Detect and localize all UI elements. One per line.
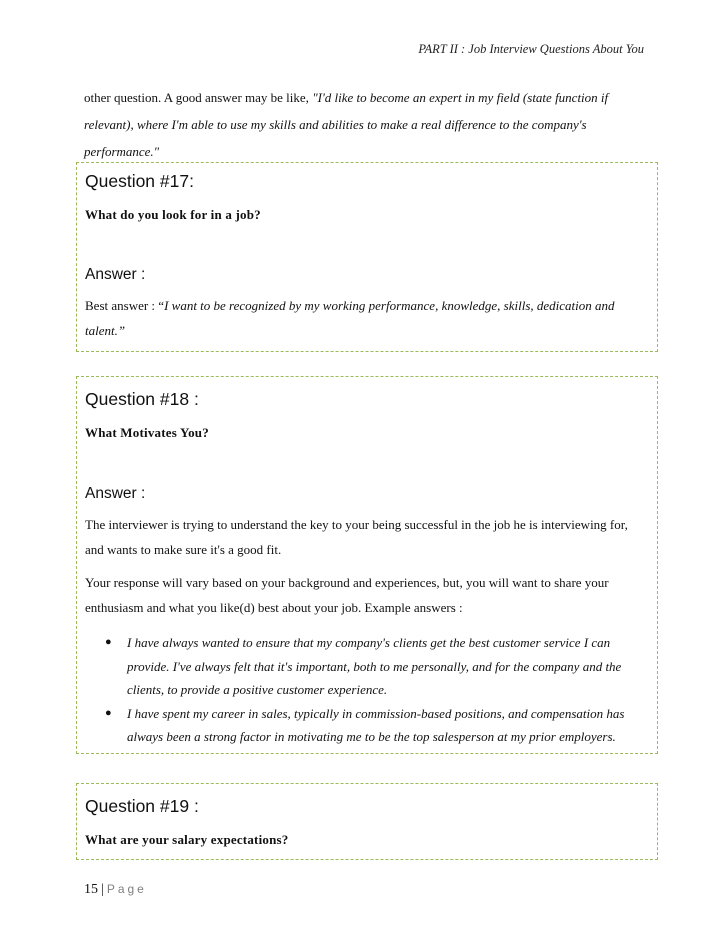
question-19-text: What are your salary expectations? bbox=[85, 832, 289, 847]
bullet-icon: ● bbox=[105, 636, 112, 648]
intro-paragraph bbox=[84, 84, 654, 165]
page-header: PART II : Job Interview Questions About You bbox=[418, 42, 644, 56]
list-item: ● I have spent my career in sales, typically in commission-based positions, and compensation has always been a strong factor in motivating me to be the top salesperson at my prior employers. bbox=[85, 702, 653, 749]
question-19-box bbox=[76, 783, 658, 860]
question-17-box bbox=[76, 162, 658, 352]
question-18-para-1: The interviewer is trying to understand the key to your being successful in the job he is interviewing for, and wants to make sure it's a good fit. bbox=[85, 517, 628, 557]
question-17-heading: Question #17: bbox=[85, 171, 194, 191]
question-17-text: What do you look for in a job? bbox=[85, 207, 261, 222]
answer-prefix: Best answer : “ bbox=[85, 298, 165, 313]
list-item: ● I have always wanted to ensure that my company's clients get the best customer service I can provide. I've always felt that it's important, both to me personally, and for the company and the clients, to provide a positive customer experience. bbox=[85, 631, 653, 702]
intro-text: other question. A good answer may be like, bbox=[84, 90, 313, 105]
question-19-heading: Question #19 : bbox=[85, 796, 199, 816]
question-18-heading: Question #18 : bbox=[85, 389, 199, 409]
question-18-answer-heading: Answer : bbox=[85, 485, 146, 502]
footer-separator: | bbox=[101, 882, 104, 897]
question-17-answer bbox=[85, 293, 649, 343]
page-label: Page bbox=[106, 882, 147, 896]
question-18-text: What Motivates You? bbox=[85, 425, 209, 440]
question-17-answer-heading: Answer : bbox=[85, 266, 146, 283]
answer-quote: I want to be recognized by my working performance, knowledge, skills, dedication and talent.” bbox=[85, 298, 615, 338]
question-18-box bbox=[76, 376, 658, 754]
intro-quote: "I'd like to become an expert in my field (state function if relevant), where I'm able to use my skills and abilities to make a real difference to the company's performance." bbox=[84, 90, 609, 159]
page-footer bbox=[84, 882, 147, 898]
bullet-icon: ● bbox=[105, 706, 112, 719]
question-18-para-2: Your response will vary based on your background and experiences, but, you will want to share your enthusiasm and what you like(d) best about your job. Example answers : bbox=[85, 575, 609, 615]
example-answers-list bbox=[85, 631, 653, 749]
page-number: 15 bbox=[84, 882, 98, 897]
